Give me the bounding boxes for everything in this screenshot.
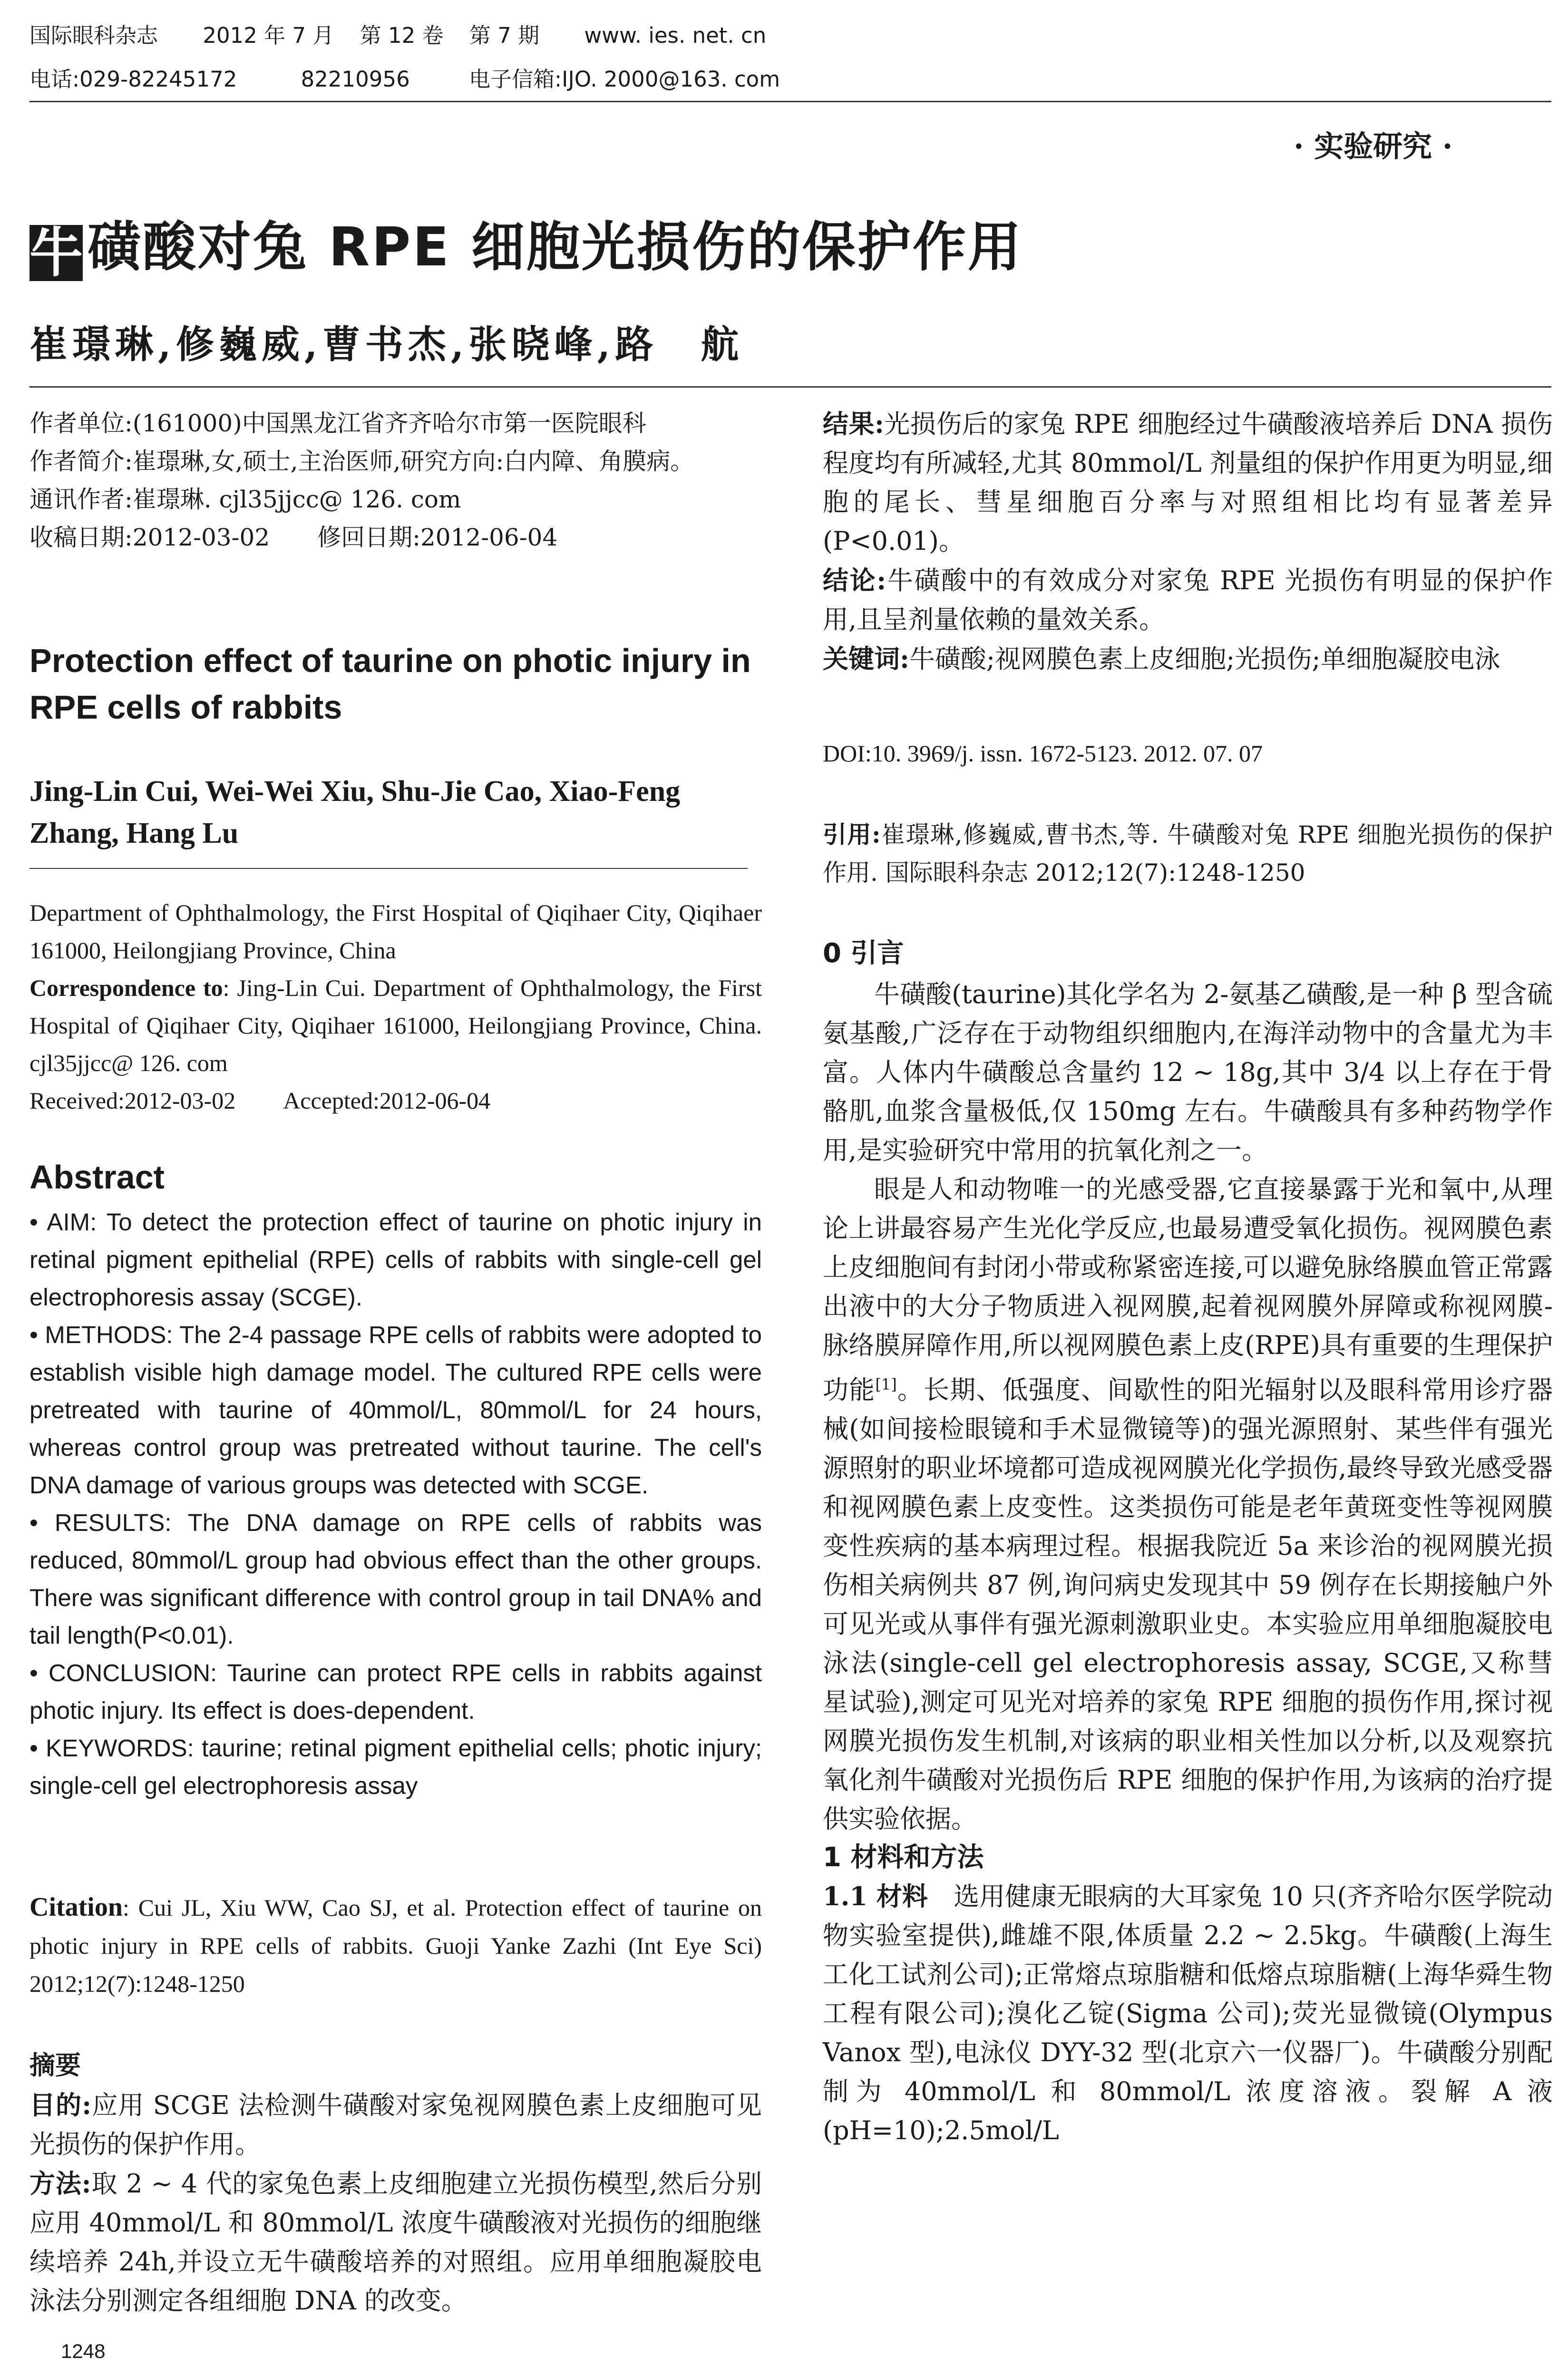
correspondence-label: Correspondence to xyxy=(29,974,223,1001)
cn-result xyxy=(823,404,1553,561)
citation-text: : Cui JL, Xiu WW, Cao SJ, et al. Protection effect of taurine on photic injury in RPE cells of rabbits. Guoji Yanke Zazhi (Int Eye Sci) 2012;12(7):1248-1250 xyxy=(29,1894,762,1997)
citation-en xyxy=(29,1888,762,2003)
citation-label: Citation xyxy=(29,1892,123,1922)
cn-conclusion xyxy=(823,561,1553,639)
intro-para-2b: 。长期、低强度、间歇性的阳光辐射以及眼科常用诊疗器械(如间接检眼镜和手术显微镜等)的强光源照射、某些伴有强光源照射的职业坏境都可造成视网膜光化学损伤,最终导致光感受器和视网膜色素上皮变性。这类损伤可能是老年黄斑变性等视网膜变性疾病的基本病理过程。根据我院近 5a 来诊治的视网膜光损伤相关病例共 87 例,询问病史发现其中 59 例存在长期接触户外可见光或从事伴有强光源刺激职业史。本实验应用单细胞凝胶电泳法(single-cell gel electrophoresis assay, SCGE,又称彗星试验),测定可见光对培养的家兔 RPE 细胞的损伤作用,探讨视网膜光损伤发生机制,对该病的职业相关性加以分析,以及观察抗氧化剂牛磺酸对光损伤后 RPE 细胞的保护作用,为该病的治疗提供实验依据。 xyxy=(823,1375,1553,1834)
title-first-char: 牛 xyxy=(29,222,85,284)
english-title: Protection effect of taurine on photic injury in RPE cells of rabbits xyxy=(29,642,751,726)
cn-aim-text: 应用 SCGE 法检测牛磺酸对家兔视网膜色素上皮细胞可见光损伤的保护作用。 xyxy=(29,2090,762,2159)
page-title xyxy=(29,205,1023,284)
affiliation-cn: 作者单位:(161000)中国黑龙江省齐齐哈尔市第一医院眼科 xyxy=(29,409,646,437)
authors-cn: 崔璟琳,修巍威,曹书杰,张晓峰,路 航 xyxy=(29,322,744,367)
intro-para-2a: 眼是人和动物唯一的光感受器,它直接暴露于光和氧中,从理论上讲最容易产生光化学反应,也最易遭受氧化损伤。视网膜色素上皮细胞间有封闭小带或称紧密连接,可以避免脉络膜血管正常露出液中的大分子物质进入视网膜,起着视网膜外屏障或称视网膜-脉络膜屏障作用,所以视网膜色素上皮(RPE)具有重要的生理保护功能 xyxy=(823,1174,1553,1405)
cite-cn-label: 引用: xyxy=(823,820,881,848)
issue-date: 2012 年 7 月 xyxy=(203,23,334,48)
affiliation-en: Department of Ophthalmology, the First Hospital of Qiqihaer City, Qiqihaer 161000, Heilongjiang Province, China xyxy=(29,899,762,964)
received-accepted: Received:2012-03-02 Accepted:2012-06-04 xyxy=(29,1087,491,1114)
author-bio: 作者简介:崔璟琳,女,硕士,主治医师,研究方向:白内障、角膜病。 xyxy=(29,448,694,475)
phone-secondary: 82210956 xyxy=(301,67,410,92)
cn-result-label: 结果: xyxy=(823,409,884,439)
citation-cn xyxy=(823,816,1553,892)
cn-result-text: 光损伤后的家兔 RPE 细胞经过牛磺酸液培养后 DNA 损伤程度均有所减轻,尤其 80mmol/L 剂量组的保护作用更为明显,细胞的尾长、彗星细胞百分率与对照组相比均有显著差异(P<0.01)。 xyxy=(823,409,1553,556)
abstract-body xyxy=(29,1203,762,1804)
reference-1[interactable]: [1] xyxy=(875,1375,897,1393)
cn-conclusion-label: 结论: xyxy=(823,565,886,595)
english-affiliation xyxy=(29,894,762,1120)
abstract-aim: • AIM: To detect the protection effect of taurine on photic injury in retinal pigment epithelial (RPE) cells of rabbits with single-cell gel electrophoresis assay (SCGE). xyxy=(29,1208,762,1311)
abstract-results: • RESULTS: The DNA damage on RPE cells of rabbits was reduced, 80mmol/L group had obvious effect than the other groups. There was significant difference with control group in tail DNA% and tail length(P<0.01). xyxy=(29,1509,762,1649)
header-rule xyxy=(29,101,1551,102)
abstract-conclusion: • CONCLUSION: Taurine can protect RPE cells in rabbits against photic injury. Its effect is does-dependent. xyxy=(29,1659,762,1724)
abstract-keywords: • KEYWORDS: taurine; retinal pigment epithelial cells; photic injury; single-cell gel electrophoresis assay xyxy=(29,1734,762,1799)
page-number: 1248 xyxy=(61,2340,106,2362)
phone: 电话:029-82245172 xyxy=(29,67,237,92)
website-link[interactable]: www. ies. net. cn xyxy=(584,23,767,48)
volume: 第 12 卷 xyxy=(360,23,444,48)
intro-para-2 xyxy=(823,1170,1553,1839)
section-tag: · 实验研究 · xyxy=(1294,129,1453,164)
section-0-heading: 0 引言 xyxy=(823,938,904,969)
cn-keywords xyxy=(823,639,1553,679)
cn-aim xyxy=(29,2085,762,2164)
journal-header-line1 xyxy=(29,19,766,52)
title-rule xyxy=(29,386,1551,388)
cn-abstract-heading: 摘要 xyxy=(29,2050,81,2080)
doi[interactable]: DOI:10. 3969/j. issn. 1672-5123. 2012. 07. 07 xyxy=(823,740,1263,767)
cn-keywords-text: 牛磺酸;视网膜色素上皮细胞;光损伤;单细胞凝胶电泳 xyxy=(909,644,1500,674)
section-1-1-text: 选用健康无眼病的大耳家兔 10 只(齐齐哈尔医学院动物实验室提供),雌雄不限,体质量 2.2 ~ 2.5kg。牛磺酸(上海生工化工试剂公司);正常熔点琼脂糖和低熔点琼脂糖(上海华舜生物工程有限公司);溴化乙锭(Sigma 公司);荧光显微镜(Olympus Vanox 型),电泳仪 DYY-32 型(北京六一仪器厂)。牛磺酸分别配制为 40mmol/L 和 80mmol/L 浓度溶液。裂解 A 液(pH=10);2.5mol/L xyxy=(823,1881,1553,2145)
cn-keywords-label: 关键词: xyxy=(823,643,909,674)
journal-name: 国际眼科杂志 xyxy=(29,23,158,48)
cn-method-label: 方法: xyxy=(29,2168,91,2199)
section-1-heading: 1 材料和方法 xyxy=(823,1842,984,1873)
journal-header-line2 xyxy=(29,63,780,96)
cn-abstract-body xyxy=(29,2085,762,2320)
abstract-methods: • METHODS: The 2-4 passage RPE cells of rabbits were adopted to establish visible high damage model. The cultured RPE cells were pretreated with taurine of 40mmol/L, 80mmol/L for 24 hours, whereas control group was pretreated without taurine. The cell's DNA damage of various groups was detected with SCGE. xyxy=(29,1321,762,1499)
intro-para-1: 牛磺酸(taurine)其化学名为 2-氨基乙磺酸,是一种 β 型含硫氨基酸,广泛存在于动物组织细胞内,在海洋动物中的含量尤为丰富。人体内牛磺酸总含量约 12 ~ 18g,其中 3/4 以上存在于骨骼肌,血浆含量极低,仅 150mg 左右。牛磺酸具有多种药物学作用,是实验研究中常用的抗氧化剂之一。 xyxy=(823,979,1553,1165)
dates-cn: 收稿日期:2012-03-02 修回日期:2012-06-04 xyxy=(29,524,558,551)
cn-method-text: 取 2 ~ 4 代的家兔色素上皮细胞建立光损伤模型,然后分别应用 40mmol/L 和 80mmol/L 浓度牛磺酸液对光损伤的细胞继续培养 24h,并设立无牛磺酸培养的对照组。应用单细胞凝胶电泳法分别测定各组细胞 DNA 的改变。 xyxy=(29,2169,762,2316)
cn-aim-label: 目的: xyxy=(29,2090,92,2120)
cn-method xyxy=(29,2164,762,2320)
cite-cn-text: 崔璟琳,修巍威,曹书杰,等. 牛磺酸对兔 RPE 细胞光损伤的保护作用. 国际眼科杂志 2012;12(7):1248-1250 xyxy=(823,821,1553,887)
cn-abstract-continued xyxy=(823,404,1553,679)
title-rest: 磺酸对兔 RPE 细胞光损伤的保护作用 xyxy=(88,216,1023,278)
authors-rule xyxy=(29,868,748,869)
section-1-1-label: 1.1 材料 xyxy=(823,1881,928,1911)
issue-number: 第 7 期 xyxy=(469,23,540,48)
abstract-heading: Abstract xyxy=(29,1159,165,1196)
correspondence-text: : Jing-Lin Cui. Department of Ophthalmology, the First Hospital of Qiqihaer City, Qiqihaer 161000, Heilongjiang Province, China. cjl35jjcc@ 126. com xyxy=(29,974,762,1076)
email[interactable]: 电子信箱:IJO. 2000@163. com xyxy=(469,67,780,92)
english-authors: Jing-Lin Cui, Wei-Wei Xiu, Shu-Jie Cao, Xiao-Feng Zhang, Hang Lu xyxy=(29,775,681,849)
introduction-body xyxy=(823,975,1553,2150)
cn-conclusion-text: 牛磺酸中的有效成分对家兔 RPE 光损伤有明显的保护作用,且呈剂量依赖的量效关系。 xyxy=(823,565,1553,634)
author-info xyxy=(29,404,762,556)
corresponding-author: 通讯作者:崔璟琳. cjl35jjcc@ 126. com xyxy=(29,486,461,513)
section-1-1 xyxy=(823,1877,1553,2150)
correspondence-en xyxy=(29,969,762,1082)
